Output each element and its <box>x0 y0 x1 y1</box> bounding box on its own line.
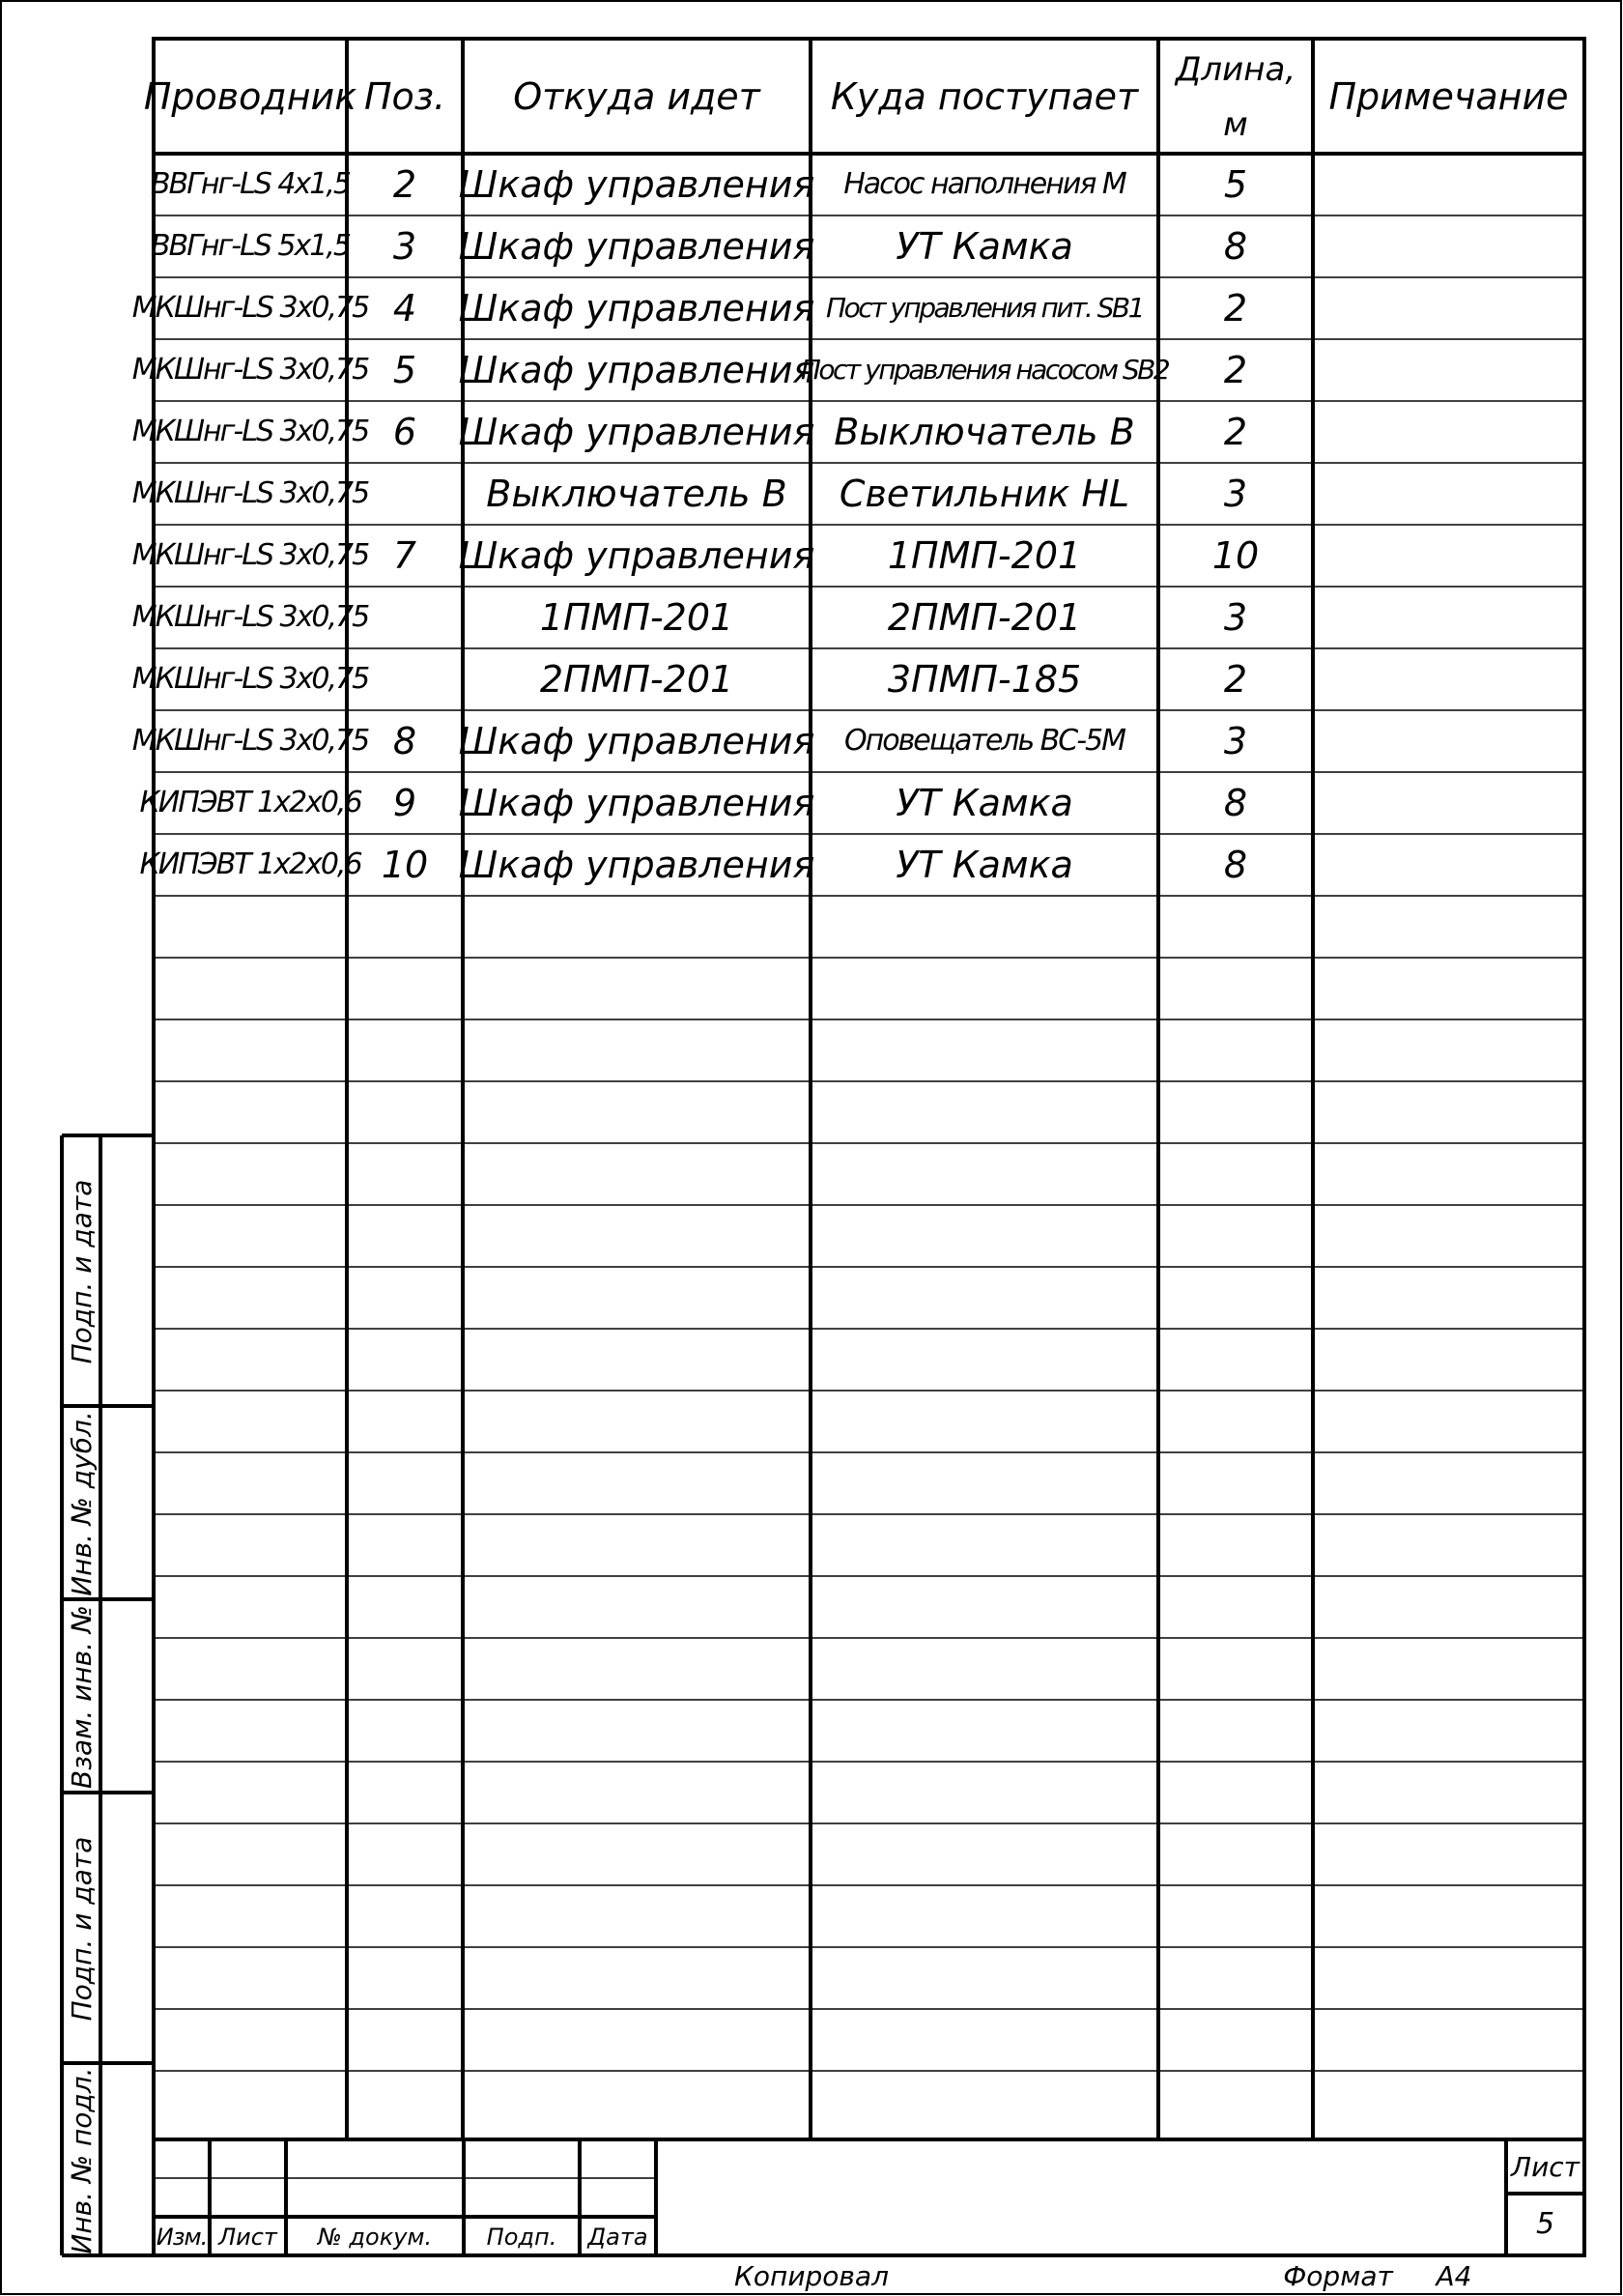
stamp-podp-data-1: Подп. и дата <box>65 1179 98 1364</box>
cell-pos: 10 <box>381 844 429 886</box>
cell-note <box>1315 650 1582 708</box>
cell-to: 2ПМП-201 <box>887 596 1082 639</box>
cell-from: Шкаф управления <box>458 349 815 391</box>
cell-from: Шкаф управления <box>458 844 815 886</box>
cell-to: 1ПМП-201 <box>887 534 1082 577</box>
cell-conductor: МКШнг-LS 3х0,75 <box>131 662 369 696</box>
cell-from: Шкаф управления <box>458 287 815 330</box>
cell-to: 3ПМП-185 <box>887 658 1082 701</box>
cell-conductor: ВВГнг-LS 4х1,5 <box>151 167 350 201</box>
cell-from: Шкаф управления <box>458 225 815 268</box>
cell-from: 1ПМП-201 <box>539 596 734 639</box>
cell-conductor: ВВГнг-LS 5х1,5 <box>151 229 350 263</box>
cell-from: Выключатель В <box>486 473 787 515</box>
header-length-line1: Длина, <box>1175 50 1296 89</box>
cell-note <box>1315 588 1582 646</box>
cell-conductor: МКШнг-LS 3х0,75 <box>131 476 369 510</box>
cell-length: 2 <box>1223 287 1248 330</box>
header-to: Куда поступает <box>830 74 1139 118</box>
cell-conductor: МКШнг-LS 3х0,75 <box>131 538 369 572</box>
cell-to: УТ Камка <box>896 225 1073 268</box>
cell-length: 3 <box>1223 473 1248 515</box>
cell-to: УТ Камка <box>896 844 1073 886</box>
header-pos: Поз. <box>363 74 446 118</box>
cell-to: Пост управления насосом SB2 <box>800 354 1169 386</box>
header-from: Откуда идет <box>513 74 760 118</box>
cell-pos: 2 <box>392 163 417 206</box>
footer-format-value: А4 <box>1436 2260 1472 2292</box>
cell-length: 8 <box>1223 225 1248 268</box>
cell-length: 2 <box>1223 658 1248 701</box>
cell-to: Светильник HL <box>839 473 1130 515</box>
cell-pos: 8 <box>392 720 417 762</box>
footer-format-label: Формат <box>1283 2260 1393 2292</box>
cell-pos: 9 <box>392 782 417 824</box>
cell-note <box>1315 465 1582 523</box>
stamp-podp-data-2: Подп. и дата <box>65 1836 98 2022</box>
cell-note <box>1315 279 1582 337</box>
cell-pos <box>349 650 461 708</box>
cell-length: 3 <box>1223 720 1248 762</box>
cell-length: 3 <box>1223 596 1248 639</box>
header-length-line2: м <box>1223 105 1248 144</box>
cell-conductor: МКШнг-LS 3х0,75 <box>131 353 369 387</box>
cell-pos <box>349 588 461 646</box>
cell-length: 5 <box>1223 163 1248 206</box>
cell-conductor: КИПЭВТ 1х2х0,6 <box>139 847 361 881</box>
cell-from: Шкаф управления <box>458 163 815 206</box>
cell-conductor: КИПЭВТ 1х2х0,6 <box>139 786 361 819</box>
cell-note <box>1315 341 1582 399</box>
cell-note <box>1315 836 1582 894</box>
cell-note <box>1315 217 1582 275</box>
cell-pos: 4 <box>392 287 417 330</box>
stamp-inv-dubl: Инв. № дубл. <box>65 1411 98 1596</box>
stamp-inv-podl: Инв. № подл. <box>65 2067 98 2254</box>
cell-note <box>1315 156 1582 214</box>
tb-list: Лист <box>218 2224 277 2251</box>
cell-pos: 6 <box>392 411 417 453</box>
cell-to: Пост управления пит. SB1 <box>826 292 1143 324</box>
cell-conductor: МКШнг-LS 3х0,75 <box>131 415 369 448</box>
cell-from: Шкаф управления <box>458 411 815 453</box>
cell-to: Оповещатель ВС-5М <box>843 724 1125 758</box>
cell-note <box>1315 403 1582 461</box>
cell-pos: 7 <box>392 534 417 577</box>
header-note: Примечание <box>1328 74 1569 118</box>
cell-length: 10 <box>1211 534 1260 577</box>
cell-length: 8 <box>1223 782 1248 824</box>
cell-from: Шкаф управления <box>458 534 815 577</box>
tb-sheet-label: Лист <box>1511 2151 1580 2183</box>
header-conductor: Проводник <box>143 74 357 118</box>
cell-length: 8 <box>1223 844 1248 886</box>
tb-data: Дата <box>587 2224 648 2251</box>
cell-note <box>1315 712 1582 770</box>
cell-to: УТ Камка <box>896 782 1073 824</box>
cell-length: 2 <box>1223 411 1248 453</box>
cell-to: Выключатель В <box>834 411 1135 453</box>
footer-copied: Копировал <box>734 2260 889 2292</box>
tb-doc-no: № докум. <box>317 2224 433 2251</box>
cell-length: 2 <box>1223 349 1248 391</box>
cell-pos <box>349 465 461 523</box>
cell-from: 2ПМП-201 <box>539 658 734 701</box>
cell-pos: 5 <box>392 349 417 391</box>
cell-conductor: МКШнг-LS 3х0,75 <box>131 291 369 325</box>
cell-pos: 3 <box>392 225 417 268</box>
stamp-vzam-inv: Взам. инв. № <box>65 1604 98 1790</box>
cell-conductor: МКШнг-LS 3х0,75 <box>131 600 369 634</box>
tb-izm: Изм. <box>156 2224 208 2251</box>
cell-note <box>1315 774 1582 832</box>
cell-from: Шкаф управления <box>458 782 815 824</box>
cell-note <box>1315 527 1582 585</box>
cell-from: Шкаф управления <box>458 720 815 762</box>
tb-sheet-number: 5 <box>1535 2207 1555 2241</box>
cell-to: Насос наполнения М <box>843 167 1125 201</box>
tb-podp: Подп. <box>486 2224 557 2251</box>
cell-conductor: МКШнг-LS 3х0,75 <box>131 724 369 758</box>
